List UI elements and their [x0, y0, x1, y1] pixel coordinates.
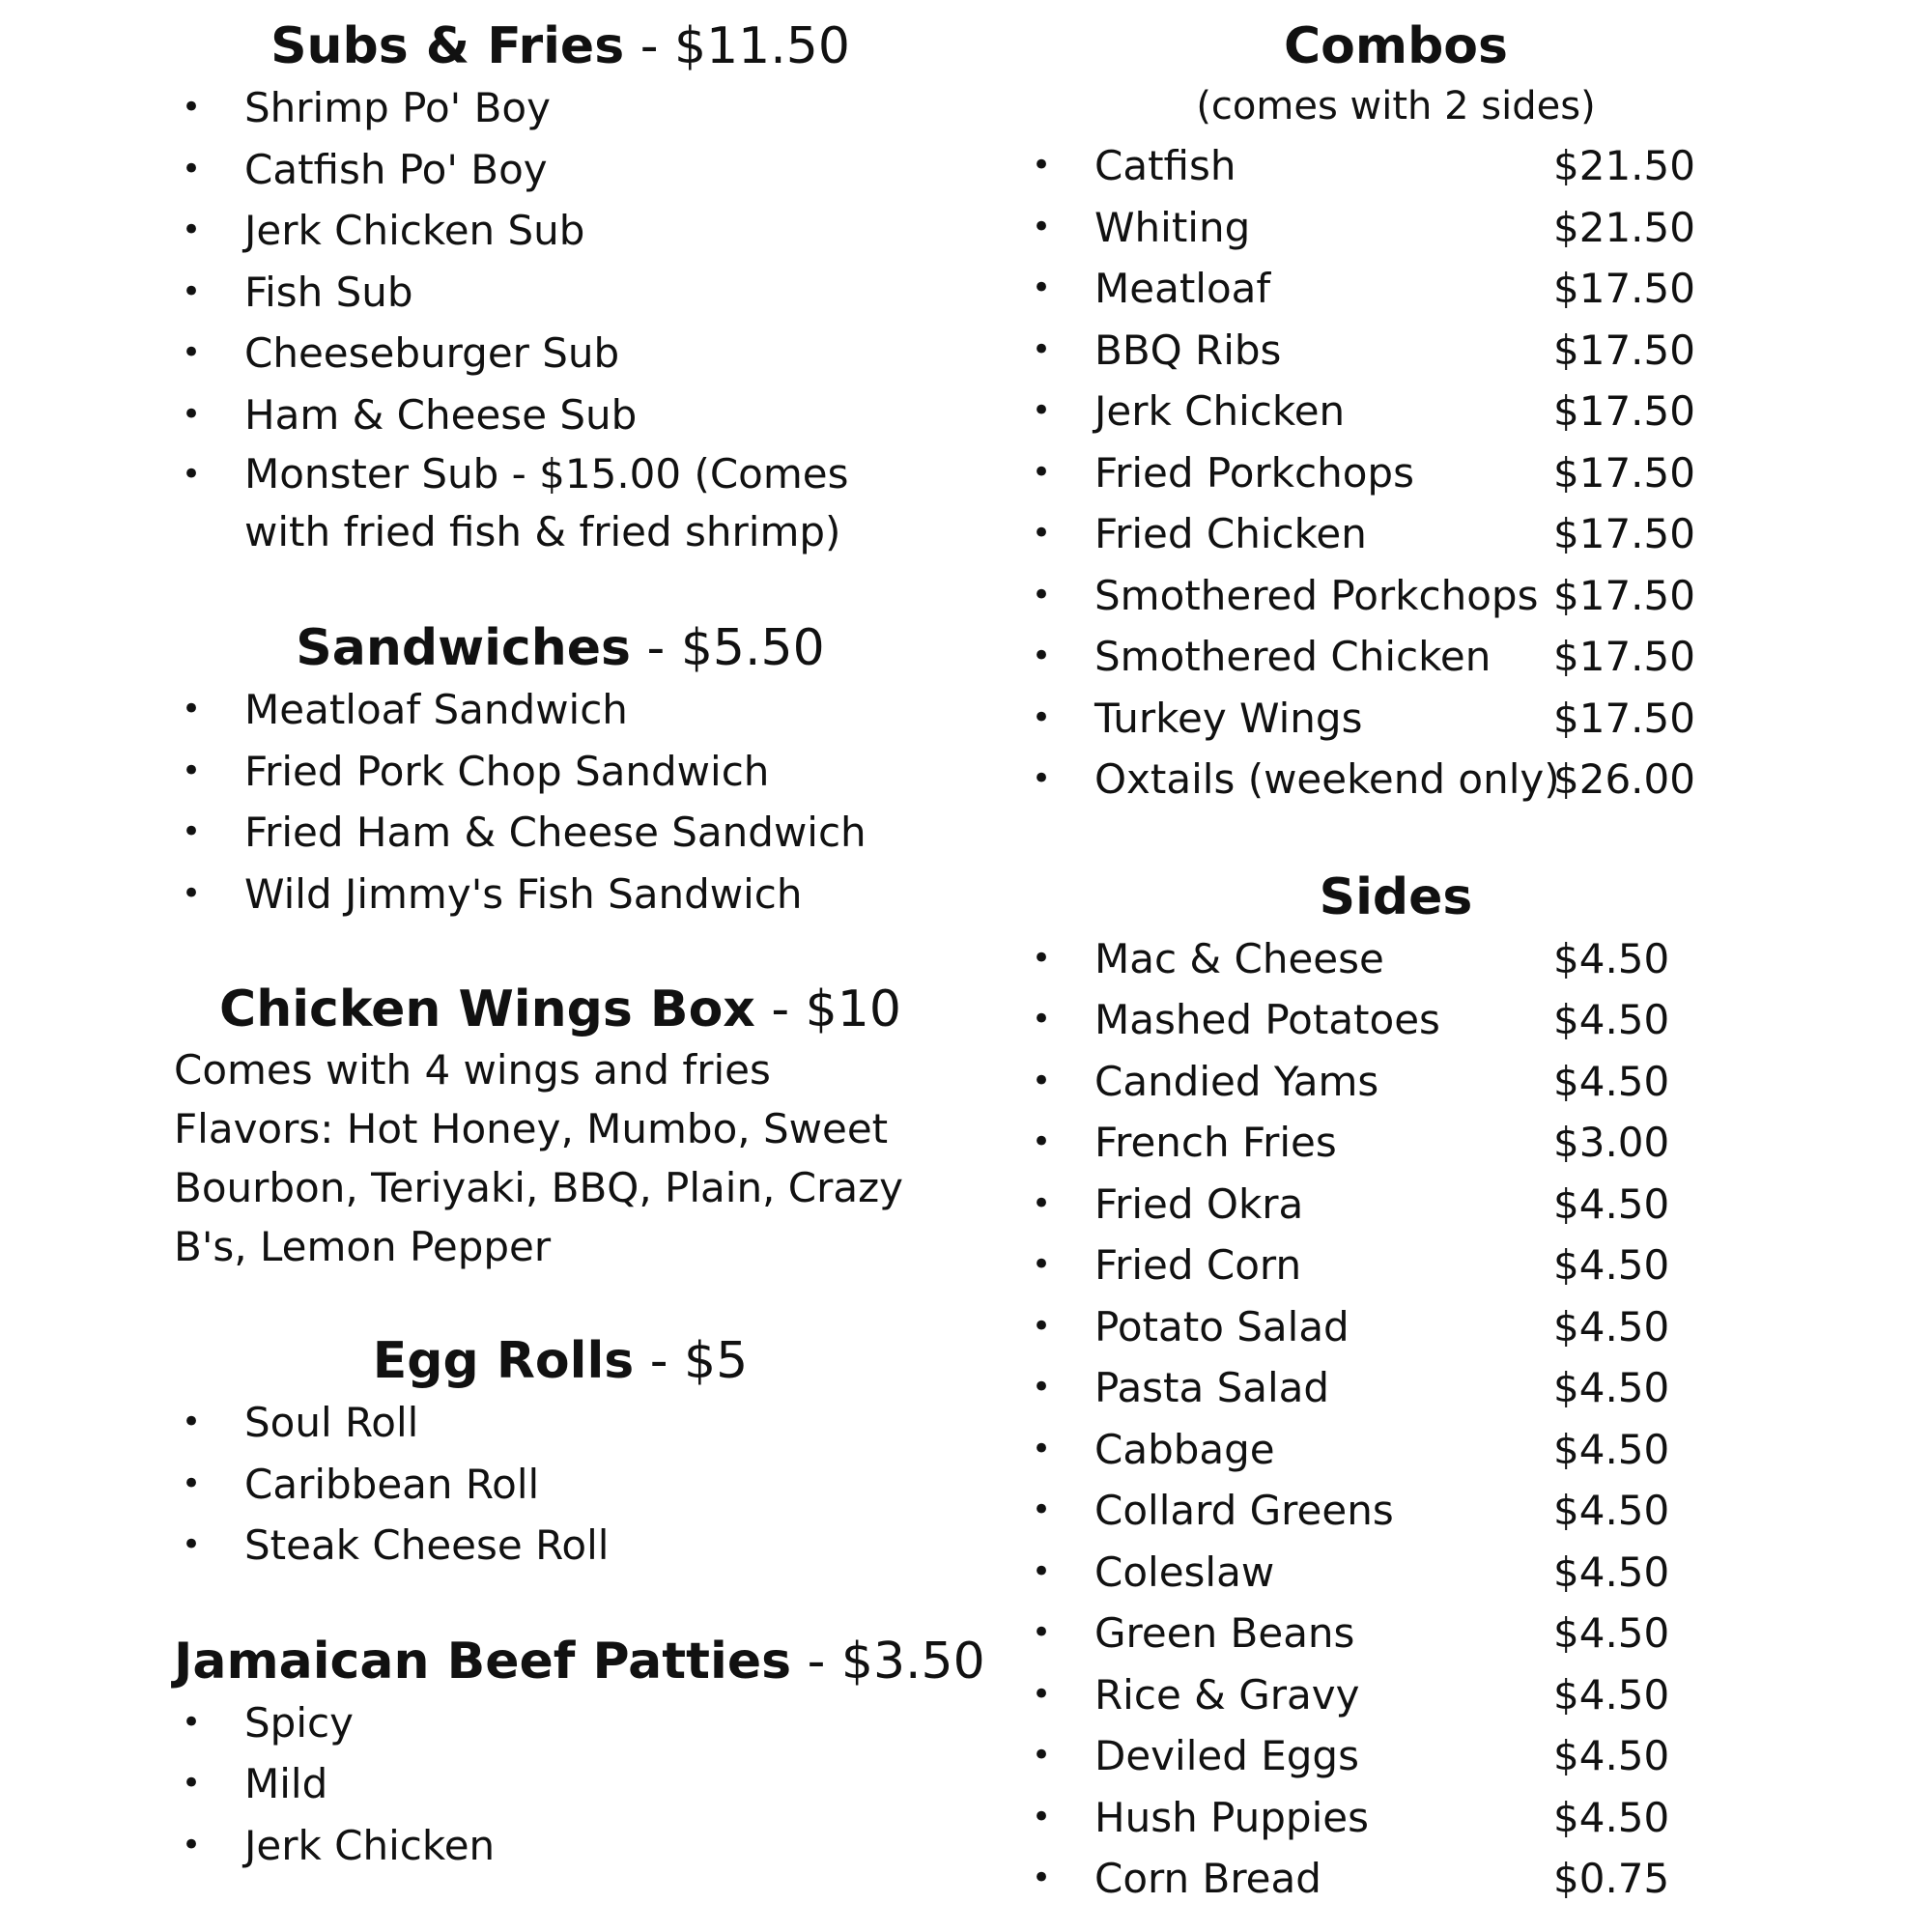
item-price: $17.50	[1553, 510, 1695, 557]
list-item	[1024, 1051, 1893, 1113]
list-item	[1024, 442, 1893, 504]
item-price: $4.50	[1553, 934, 1670, 982]
list-item	[174, 139, 947, 201]
item-price: $21.50	[1553, 142, 1695, 189]
item-label: Collard Greens	[1094, 1487, 1394, 1534]
list-item	[174, 1515, 947, 1577]
item-price: $4.50	[1553, 1302, 1670, 1350]
item-label: Coleslaw	[1094, 1548, 1275, 1596]
bullet-icon: •	[1032, 1491, 1052, 1529]
bullet-icon: •	[1032, 452, 1052, 492]
list-item	[174, 864, 947, 925]
item-label: Fried Ham & Cheese Sandwich	[244, 809, 867, 856]
eggrolls-sep: -	[649, 1332, 668, 1390]
bullet-icon: •	[182, 873, 202, 913]
bullet-icon: •	[1032, 1613, 1052, 1652]
bullet-icon: •	[182, 1463, 202, 1503]
section-title-sandwiches	[174, 617, 947, 679]
bullet-icon: •	[1032, 1859, 1052, 1897]
bullet-icon: •	[1032, 269, 1052, 307]
eggrolls-price: $5	[684, 1332, 749, 1390]
item-label: Pasta Salad	[1094, 1364, 1330, 1411]
list-item	[1024, 989, 1893, 1051]
list-item	[1024, 197, 1893, 259]
list-item	[1024, 135, 1893, 197]
item-price: $17.50	[1553, 326, 1695, 374]
list-item	[1024, 1235, 1893, 1296]
left-column	[174, 0, 985, 1876]
list-item	[1024, 258, 1893, 320]
list-item	[174, 200, 947, 262]
item-label: Rice & Gravy	[1094, 1670, 1360, 1719]
bullet-icon: •	[1032, 1306, 1052, 1346]
item-label: BBQ Ribs	[1094, 326, 1282, 374]
list-item	[174, 384, 947, 446]
list-item	[1024, 565, 1893, 627]
item-label: Shrimp Po' Boy	[244, 84, 551, 131]
section-title-eggrolls	[174, 1330, 947, 1392]
bullet-icon: •	[182, 690, 202, 728]
subs-price: $11.50	[673, 17, 850, 75]
subs-sep: -	[639, 17, 659, 75]
list-item	[1024, 1419, 1893, 1481]
bullet-icon: •	[182, 455, 202, 494]
item-label: Potato Salad	[1094, 1302, 1350, 1350]
item-price: $17.50	[1553, 265, 1695, 312]
bullet-icon: •	[182, 149, 202, 188]
list-item	[174, 445, 947, 561]
list-item	[1024, 1296, 1893, 1358]
list-item	[1024, 320, 1893, 382]
bullet-icon: •	[1032, 637, 1052, 675]
item-label: Caribbean Roll	[244, 1460, 540, 1508]
right-column	[1024, 0, 1893, 1910]
bullet-icon: •	[1032, 1183, 1052, 1223]
item-label: Steak Cheese Roll	[244, 1521, 610, 1569]
wings-flavors: Flavors: Hot Honey, Mumbo, Sweet Bourbon, Teriyaki, BBQ, Plain, Crazy B's, Lemon Pepper	[174, 1105, 903, 1270]
section-combos	[1024, 15, 1893, 810]
item-label: Wild Jimmy's Fish Sandwich	[244, 869, 803, 918]
section-wings	[174, 979, 947, 1276]
list-item	[1024, 626, 1893, 688]
item-label: Cheeseburger Sub	[244, 329, 620, 377]
bullet-icon: •	[182, 1525, 202, 1564]
item-label: Cabbage	[1094, 1425, 1275, 1473]
sandwiches-list	[174, 679, 947, 924]
bullet-icon: •	[1032, 146, 1052, 185]
bullet-icon: •	[182, 211, 202, 249]
item-price: $4.50	[1553, 1179, 1670, 1228]
list-item	[174, 1692, 947, 1754]
list-item	[174, 802, 947, 864]
item-label: Monster Sub - $15.00 (Comes with fried fish & fried shrimp)	[244, 450, 849, 555]
list-item	[1024, 503, 1893, 565]
item-label: Jerk Chicken Sub	[244, 207, 585, 254]
item-price: $4.50	[1553, 1364, 1670, 1411]
bullet-icon: •	[182, 271, 202, 311]
list-item	[174, 741, 947, 803]
item-label: Whiting	[1094, 203, 1251, 251]
section-patties	[174, 1631, 985, 1877]
item-price: $17.50	[1553, 694, 1695, 742]
list-item	[1024, 1542, 1893, 1604]
combos-note: (comes with 2 sides)	[1196, 84, 1596, 128]
wings-description: Comes with 4 wings and fries	[174, 1046, 771, 1094]
item-label: French Fries	[1094, 1119, 1337, 1166]
item-price: $4.50	[1553, 1057, 1670, 1105]
bullet-icon: •	[1032, 329, 1052, 369]
list-item	[174, 679, 947, 741]
item-price: $3.00	[1553, 1119, 1670, 1166]
bullet-icon: •	[182, 751, 202, 790]
item-label: Mashed Potatoes	[1094, 996, 1440, 1043]
bullet-icon: •	[1032, 514, 1052, 553]
item-price: $17.50	[1553, 571, 1695, 619]
item-label: Mac & Cheese	[1094, 934, 1384, 982]
item-price: $17.50	[1553, 387, 1695, 435]
item-price: $4.50	[1553, 1425, 1670, 1473]
bullet-icon: •	[1032, 697, 1052, 737]
sandwiches-title: Sandwiches	[296, 619, 631, 677]
list-item	[1024, 1725, 1893, 1787]
item-label: Meatloaf	[1094, 265, 1271, 312]
patties-price: $3.50	[840, 1632, 985, 1690]
section-subs	[174, 15, 947, 561]
item-label: Oxtails (weekend only)	[1094, 755, 1560, 803]
item-label: Smothered Porkchops	[1094, 571, 1539, 619]
bullet-icon: •	[182, 1702, 202, 1742]
list-item	[1024, 1480, 1893, 1542]
item-label: Smothered Chicken	[1094, 633, 1492, 680]
item-label: Turkey Wings	[1094, 694, 1363, 742]
list-item	[1024, 1174, 1893, 1236]
subs-title: Subs & Fries	[270, 17, 625, 75]
list-item	[174, 323, 947, 384]
section-title-wings	[174, 979, 947, 1040]
item-price: $4.50	[1553, 996, 1670, 1043]
item-label: Fried Corn	[1094, 1241, 1302, 1289]
eggrolls-title: Egg Rolls	[372, 1332, 635, 1390]
list-item	[1024, 688, 1893, 750]
wings-title: Chicken Wings Box	[219, 980, 755, 1038]
bullet-icon: •	[1032, 938, 1052, 978]
combos-title: Combos	[1284, 17, 1508, 75]
item-label: Jerk Chicken	[1094, 387, 1346, 435]
bullet-icon: •	[1032, 1245, 1052, 1284]
bullet-icon: •	[182, 1825, 202, 1864]
item-price: $4.50	[1553, 1609, 1670, 1657]
section-eggrolls	[174, 1330, 947, 1577]
bullet-icon: •	[182, 1764, 202, 1803]
item-label: Spicy	[244, 1698, 354, 1747]
bullet-icon: •	[1032, 1551, 1052, 1591]
list-item	[1024, 381, 1893, 442]
item-label: Soul Roll	[244, 1399, 419, 1446]
sides-list	[1024, 928, 1893, 1910]
bullet-icon: •	[1032, 1674, 1052, 1714]
bullet-icon: •	[182, 333, 202, 372]
bullet-icon: •	[1032, 1122, 1052, 1161]
wings-sep: -	[771, 980, 790, 1038]
sides-title: Sides	[1319, 867, 1473, 926]
item-label: Mild	[244, 1760, 328, 1807]
list-item	[1024, 1603, 1893, 1664]
item-label: Fried Pork Chop Sandwich	[244, 747, 770, 795]
bullet-icon: •	[1032, 759, 1052, 798]
bullet-icon: •	[1032, 207, 1052, 246]
combos-list	[1024, 135, 1893, 810]
bullet-icon: •	[1032, 1000, 1052, 1038]
section-title-patties	[174, 1631, 985, 1692]
sandwiches-price: $5.50	[680, 619, 825, 677]
section-sandwiches	[174, 617, 947, 924]
item-price: $4.50	[1553, 1732, 1670, 1779]
section-title-subs	[174, 15, 947, 77]
list-item	[1024, 749, 1893, 810]
item-price: $0.75	[1553, 1855, 1670, 1902]
bullet-icon: •	[182, 812, 202, 851]
bullet-icon: •	[1032, 1429, 1052, 1468]
eggrolls-list	[174, 1392, 947, 1577]
bullet-icon: •	[1032, 1061, 1052, 1100]
patties-list	[174, 1692, 947, 1877]
subs-list	[174, 77, 947, 561]
bullet-icon: •	[1032, 1736, 1052, 1775]
item-label: Ham & Cheese Sub	[244, 390, 638, 439]
list-item	[174, 1392, 947, 1454]
section-sides	[1024, 867, 1893, 1910]
item-price: $4.50	[1553, 1793, 1670, 1841]
bullet-icon: •	[182, 394, 202, 434]
item-label: Hush Puppies	[1094, 1793, 1369, 1841]
item-price: $17.50	[1553, 633, 1695, 680]
list-item	[1024, 1112, 1893, 1174]
wings-price: $10	[805, 980, 901, 1038]
sandwiches-sep: -	[646, 619, 666, 677]
item-price: $4.50	[1553, 1241, 1670, 1289]
list-item	[1024, 1848, 1893, 1910]
bullet-icon: •	[1032, 1797, 1052, 1836]
item-label: Corn Bread	[1094, 1855, 1321, 1902]
section-title-combos	[1024, 15, 1893, 77]
list-item	[1024, 1787, 1893, 1849]
item-label: Candied Yams	[1094, 1057, 1379, 1105]
item-label: Fish Sub	[244, 268, 413, 316]
item-label: Fried Okra	[1094, 1179, 1304, 1228]
item-label: Catfish	[1094, 142, 1236, 189]
list-item	[174, 77, 947, 139]
list-item	[174, 262, 947, 324]
list-item	[1024, 928, 1893, 990]
list-item	[174, 1753, 947, 1815]
bullet-icon: •	[182, 88, 202, 127]
patties-title: Jamaican Beef Patties	[174, 1632, 792, 1690]
item-label: Green Beans	[1094, 1609, 1355, 1657]
item-label: Catfish Po' Boy	[244, 145, 548, 193]
list-item	[1024, 1664, 1893, 1726]
item-price: $17.50	[1553, 448, 1695, 497]
item-price: $4.50	[1553, 1548, 1670, 1596]
bullet-icon: •	[1032, 575, 1052, 614]
item-label: Fried Porkchops	[1094, 448, 1414, 497]
item-label: Fried Chicken	[1094, 510, 1367, 557]
item-label: Meatloaf Sandwich	[244, 686, 628, 733]
item-label: Jerk Chicken	[244, 1821, 496, 1869]
list-item	[174, 1815, 947, 1877]
list-item	[1024, 1357, 1893, 1419]
item-label: Deviled Eggs	[1094, 1732, 1359, 1779]
bullet-icon: •	[1032, 1368, 1052, 1406]
bullet-icon: •	[182, 1403, 202, 1441]
patties-sep: -	[807, 1632, 826, 1690]
item-price: $4.50	[1553, 1670, 1670, 1719]
item-price: $4.50	[1553, 1487, 1670, 1534]
list-item	[174, 1454, 947, 1516]
item-price: $21.50	[1553, 203, 1695, 251]
bullet-icon: •	[1032, 391, 1052, 430]
section-title-sides	[1024, 867, 1893, 928]
item-price: $26.00	[1553, 755, 1695, 803]
